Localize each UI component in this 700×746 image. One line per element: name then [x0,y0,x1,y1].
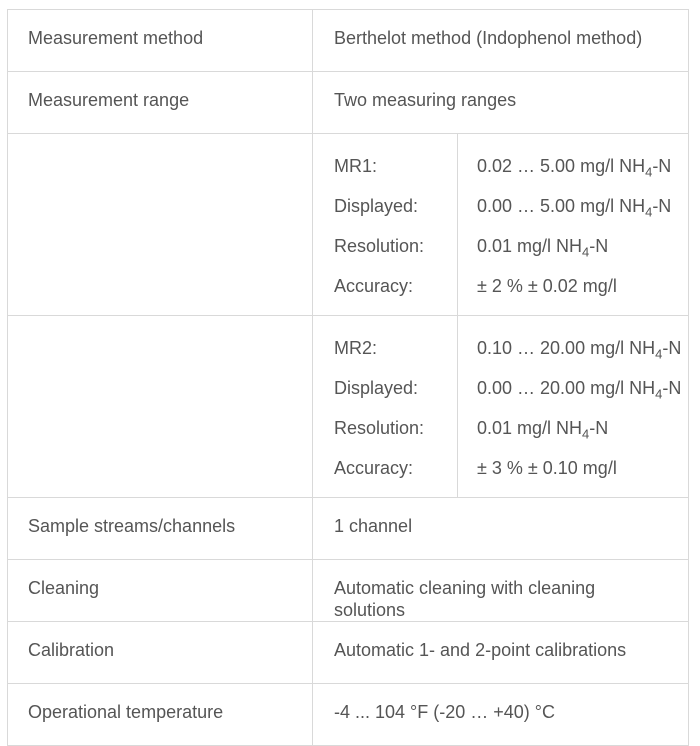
mr2-key: Displayed: [334,378,419,398]
row-label-cleaning: Cleaning [8,560,313,622]
mr1-keys [313,134,458,315]
mr2-subtable [313,316,688,497]
mr2-key: Resolution: [334,418,425,438]
row-label-calibration: Calibration [8,622,313,684]
table-row [8,684,689,746]
row-value-measurement-range: Two measuring ranges [313,72,689,134]
mr1-key: MR1: [334,156,378,176]
table-row-mr2 [8,316,689,498]
row-value-sample-streams: 1 channel [313,498,689,560]
table-row [8,622,689,684]
mr2-value: 0.01 mg/l $NH_4-N$ [477,418,609,442]
table-row [8,498,689,560]
row-label-measurement-range: Measurement range [8,72,313,134]
row-value-operational-temperature: -4 ... 104 °F (-20 … +40) °C [313,684,689,746]
mr2-value: 0.10 … 20.00 mg/l $NH_4-N$ [477,338,682,362]
mr1-key: Displayed: [334,196,419,216]
row-value-cleaning: Automatic cleaning with cleaning solutions [313,560,689,622]
row-label-sample-streams: Sample streams/channels [8,498,313,560]
row-label-empty [8,134,313,316]
mr2-details [313,316,689,498]
mr1-subtable [313,134,688,315]
mr1-values [458,134,689,315]
mr1-value: ± 2 % ± 0.02 mg/l [477,276,617,296]
table-row [8,560,689,622]
mr1-value: 0.02 … 5.00 mg/l $NH_4-N$ [477,156,672,180]
mr2-value: ± 3 % ± 0.10 mg/l [477,458,617,478]
mr2-value: 0.00 … 20.00 mg/l $NH_4-N$ [477,378,682,402]
mr1-key: Accuracy: [334,276,414,296]
mr1-details [313,134,689,316]
row-label-empty [8,316,313,498]
table-row [8,10,689,72]
mr2-values [458,316,689,497]
mr1-value: 0.01 mg/l $NH_4-N$ [477,236,609,260]
spec-table-container [7,9,689,746]
mr2-key: MR2: [334,338,378,358]
row-label-measurement-method: Measurement method [8,10,313,72]
table-row [8,72,689,134]
mr1-key: Resolution: [334,236,425,256]
row-label-operational-temperature: Operational temperature [8,684,313,746]
row-value-calibration: Automatic 1- and 2-point calibrations [313,622,689,684]
mr1-value: 0.00 … 5.00 mg/l $NH_4-N$ [477,196,672,220]
mr2-keys [313,316,458,497]
mr2-key: Accuracy: [334,458,414,478]
specification-table [7,9,689,746]
row-value-measurement-method: Berthelot method (Indophenol method) [313,10,689,72]
table-row-mr1 [8,134,689,316]
